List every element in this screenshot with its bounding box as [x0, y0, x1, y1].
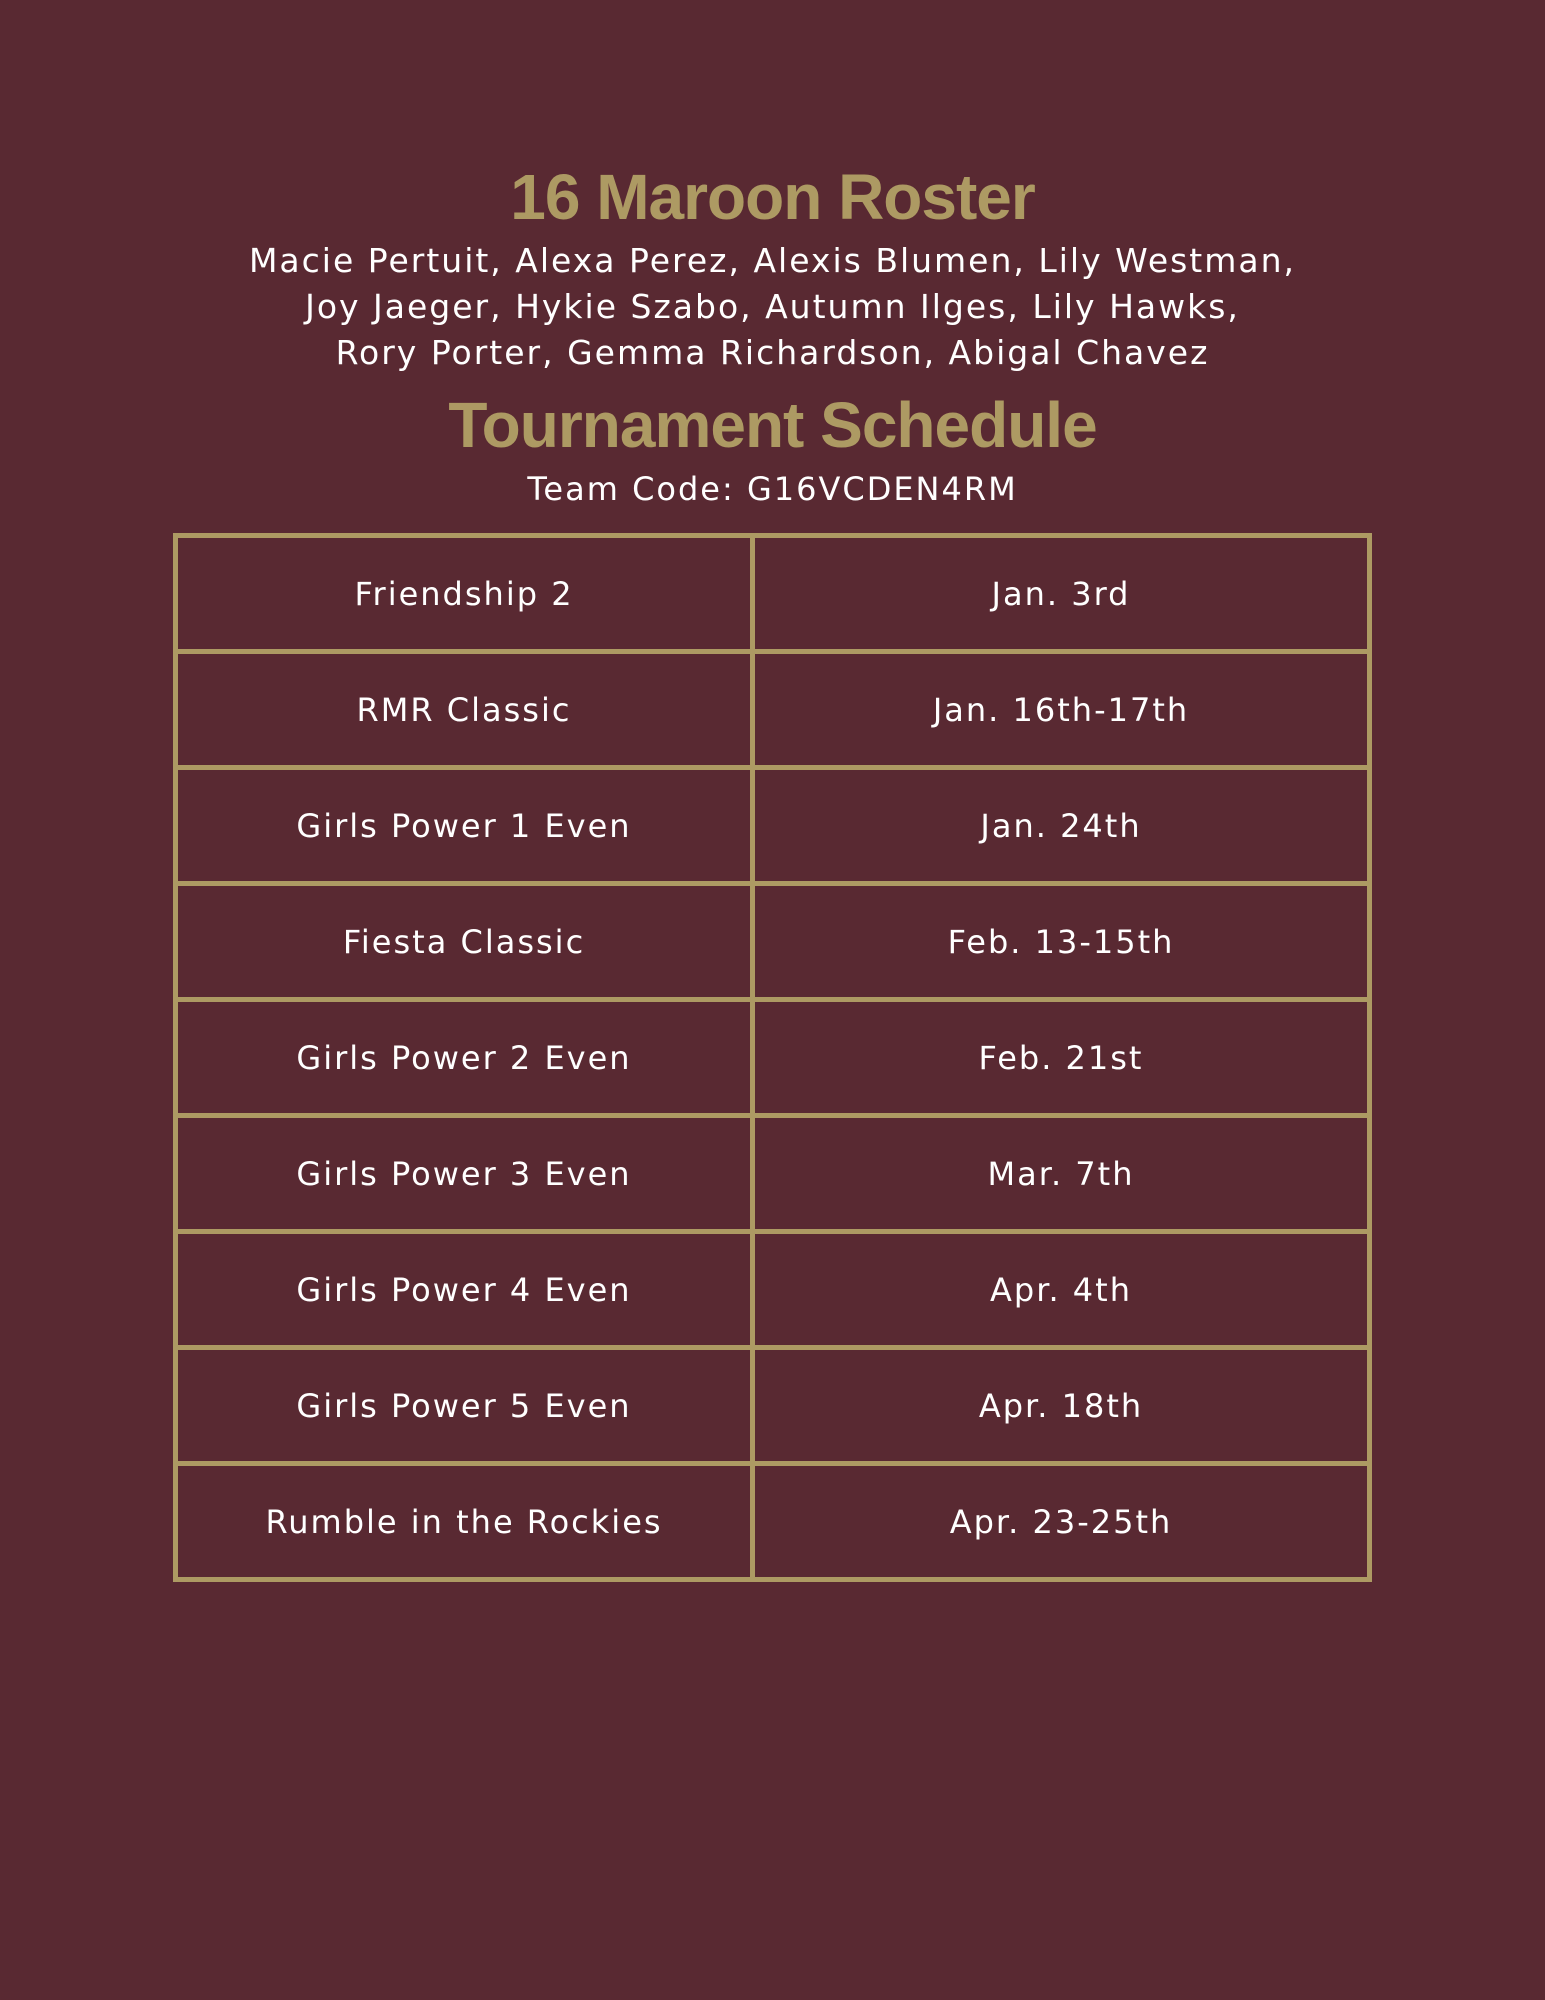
table-row [176, 1116, 1370, 1232]
date-cell: Mar. 7th [753, 1116, 1370, 1232]
date-cell: Apr. 18th [753, 1348, 1370, 1464]
date-cell: Jan. 3rd [753, 536, 1370, 652]
roster-names [0, 238, 1545, 376]
table-row [176, 1000, 1370, 1116]
roster-line: Joy Jaeger, Hykie Szabo, Autumn Ilges, Lily Hawks, [305, 287, 1240, 326]
event-cell: Girls Power 4 Even [176, 1232, 753, 1348]
roster-line: Rory Porter, Gemma Richardson, Abigal Chavez [335, 333, 1210, 372]
event-cell: Rumble in the Rockies [176, 1464, 753, 1580]
event-cell: Girls Power 1 Even [176, 768, 753, 884]
event-cell: Girls Power 5 Even [176, 1348, 753, 1464]
event-cell: Friendship 2 [176, 536, 753, 652]
date-cell: Jan. 16th-17th [753, 652, 1370, 768]
event-cell: Girls Power 3 Even [176, 1116, 753, 1232]
roster-title: 16 Maroon Roster [510, 161, 1035, 233]
date-cell: Jan. 24th [753, 768, 1370, 884]
schedule-table [173, 533, 1372, 1582]
team-code: Team Code: G16VCDEN4RM [527, 470, 1018, 508]
date-cell: Apr. 4th [753, 1232, 1370, 1348]
table-row [176, 1464, 1370, 1580]
event-cell: Fiesta Classic [176, 884, 753, 1000]
table-row [176, 652, 1370, 768]
schedule-title: Tournament Schedule [448, 389, 1097, 461]
table-row [176, 1348, 1370, 1464]
table-row [176, 536, 1370, 652]
table-row [176, 1232, 1370, 1348]
table-row [176, 768, 1370, 884]
date-cell: Feb. 21st [753, 1000, 1370, 1116]
date-cell: Feb. 13-15th [753, 884, 1370, 1000]
date-cell: Apr. 23-25th [753, 1464, 1370, 1580]
event-cell: Girls Power 2 Even [176, 1000, 753, 1116]
event-cell: RMR Classic [176, 652, 753, 768]
roster-line: Macie Pertuit, Alexa Perez, Alexis Blumen, Lily Westman, [248, 241, 1297, 280]
table-row [176, 884, 1370, 1000]
